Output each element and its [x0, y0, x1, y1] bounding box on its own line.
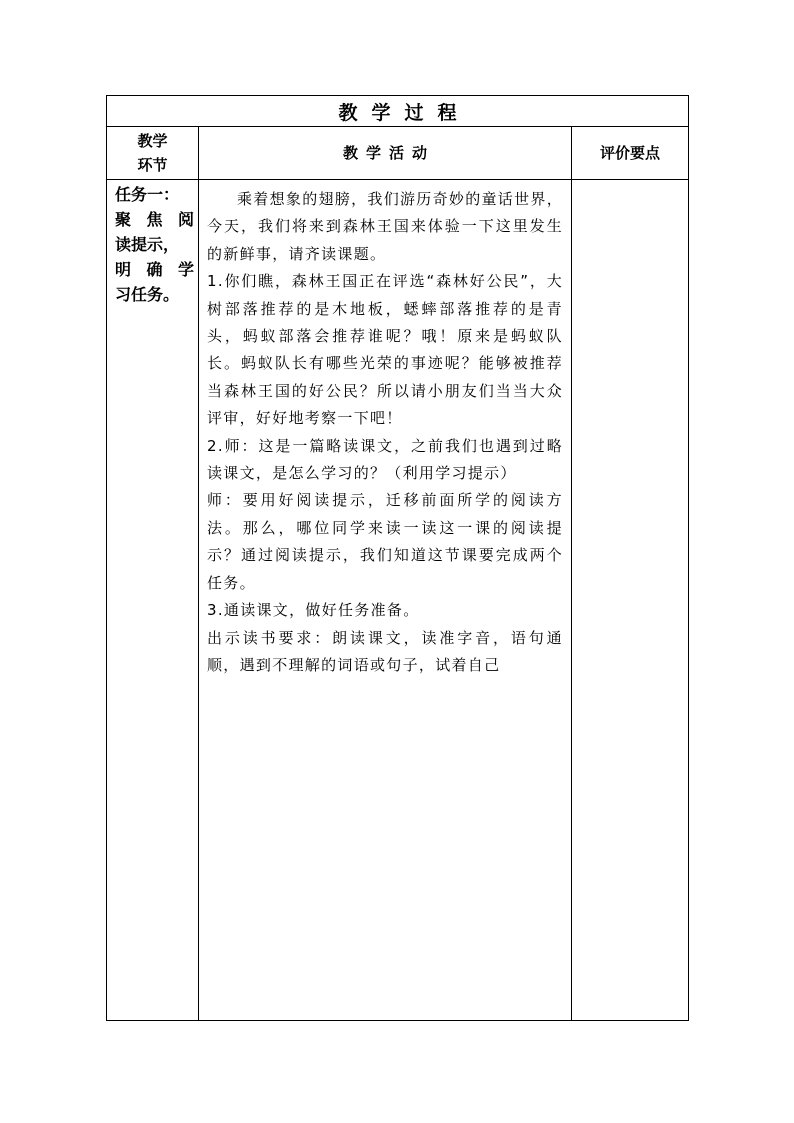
lesson-process-table	[106, 95, 689, 1021]
stage-line: 明确学	[115, 260, 194, 279]
header-row	[107, 127, 689, 180]
stage-header-line1: 教学	[137, 132, 168, 150]
stage-line: 读提示，	[115, 235, 180, 254]
title-row	[107, 96, 689, 127]
activity-paragraph: 2.师：这是一篇略读课文，之前我们也遇到过略读课文，是怎么学习的？（利用学习提示）	[207, 436, 563, 483]
evaluation-cell	[572, 180, 689, 1021]
evaluation-header: 评价要点	[572, 127, 689, 180]
table-title: 教学过程	[107, 96, 689, 127]
activity-paragraph: 乘着想象的翅膀，我们游历奇妙的童话世界，今天，我们将来到森林王国来体验一下这里发生的新鲜事，请齐读课题。	[207, 190, 564, 263]
activity-header: 教学活动	[199, 127, 572, 180]
task-one-row	[107, 180, 689, 1021]
stage-line: 聚焦阅	[115, 210, 194, 229]
stage-line: 任务一：	[115, 185, 180, 204]
activity-cell	[199, 180, 572, 1021]
activity-paragraph: 师：要用好阅读提示，迁移前面所学的阅读方法。那么，哪位同学来读一读这一课的阅读提示？通过阅读提示，我们知道这节课要完成两个任务。	[207, 491, 563, 592]
activity-paragraph: 出示读书要求：朗读课文，读准字音，语句通顺，遇到不理解的词语或句子，试着自己	[207, 628, 563, 674]
stage-cell	[107, 180, 199, 1021]
stage-line: 习任务。	[115, 285, 180, 304]
activity-paragraph: 1.你们瞧，森林王国正在评选“森林好公民”，大树部落推荐的是木地板，蟋蟀部落推荐的是青头，蚂蚁部落会推荐谁呢？哦！原来是蚂蚁队长。蚂蚁队长有哪些光荣的事迹呢？能够被推荐当森林王国的好公民？所以请小朋友们当当大众评审，好好地考察一下吧！	[207, 272, 563, 428]
stage-header-line2: 环节	[137, 156, 168, 174]
stage-header	[107, 127, 199, 180]
activity-paragraph: 3.通读课文，做好任务准备。	[207, 601, 420, 620]
